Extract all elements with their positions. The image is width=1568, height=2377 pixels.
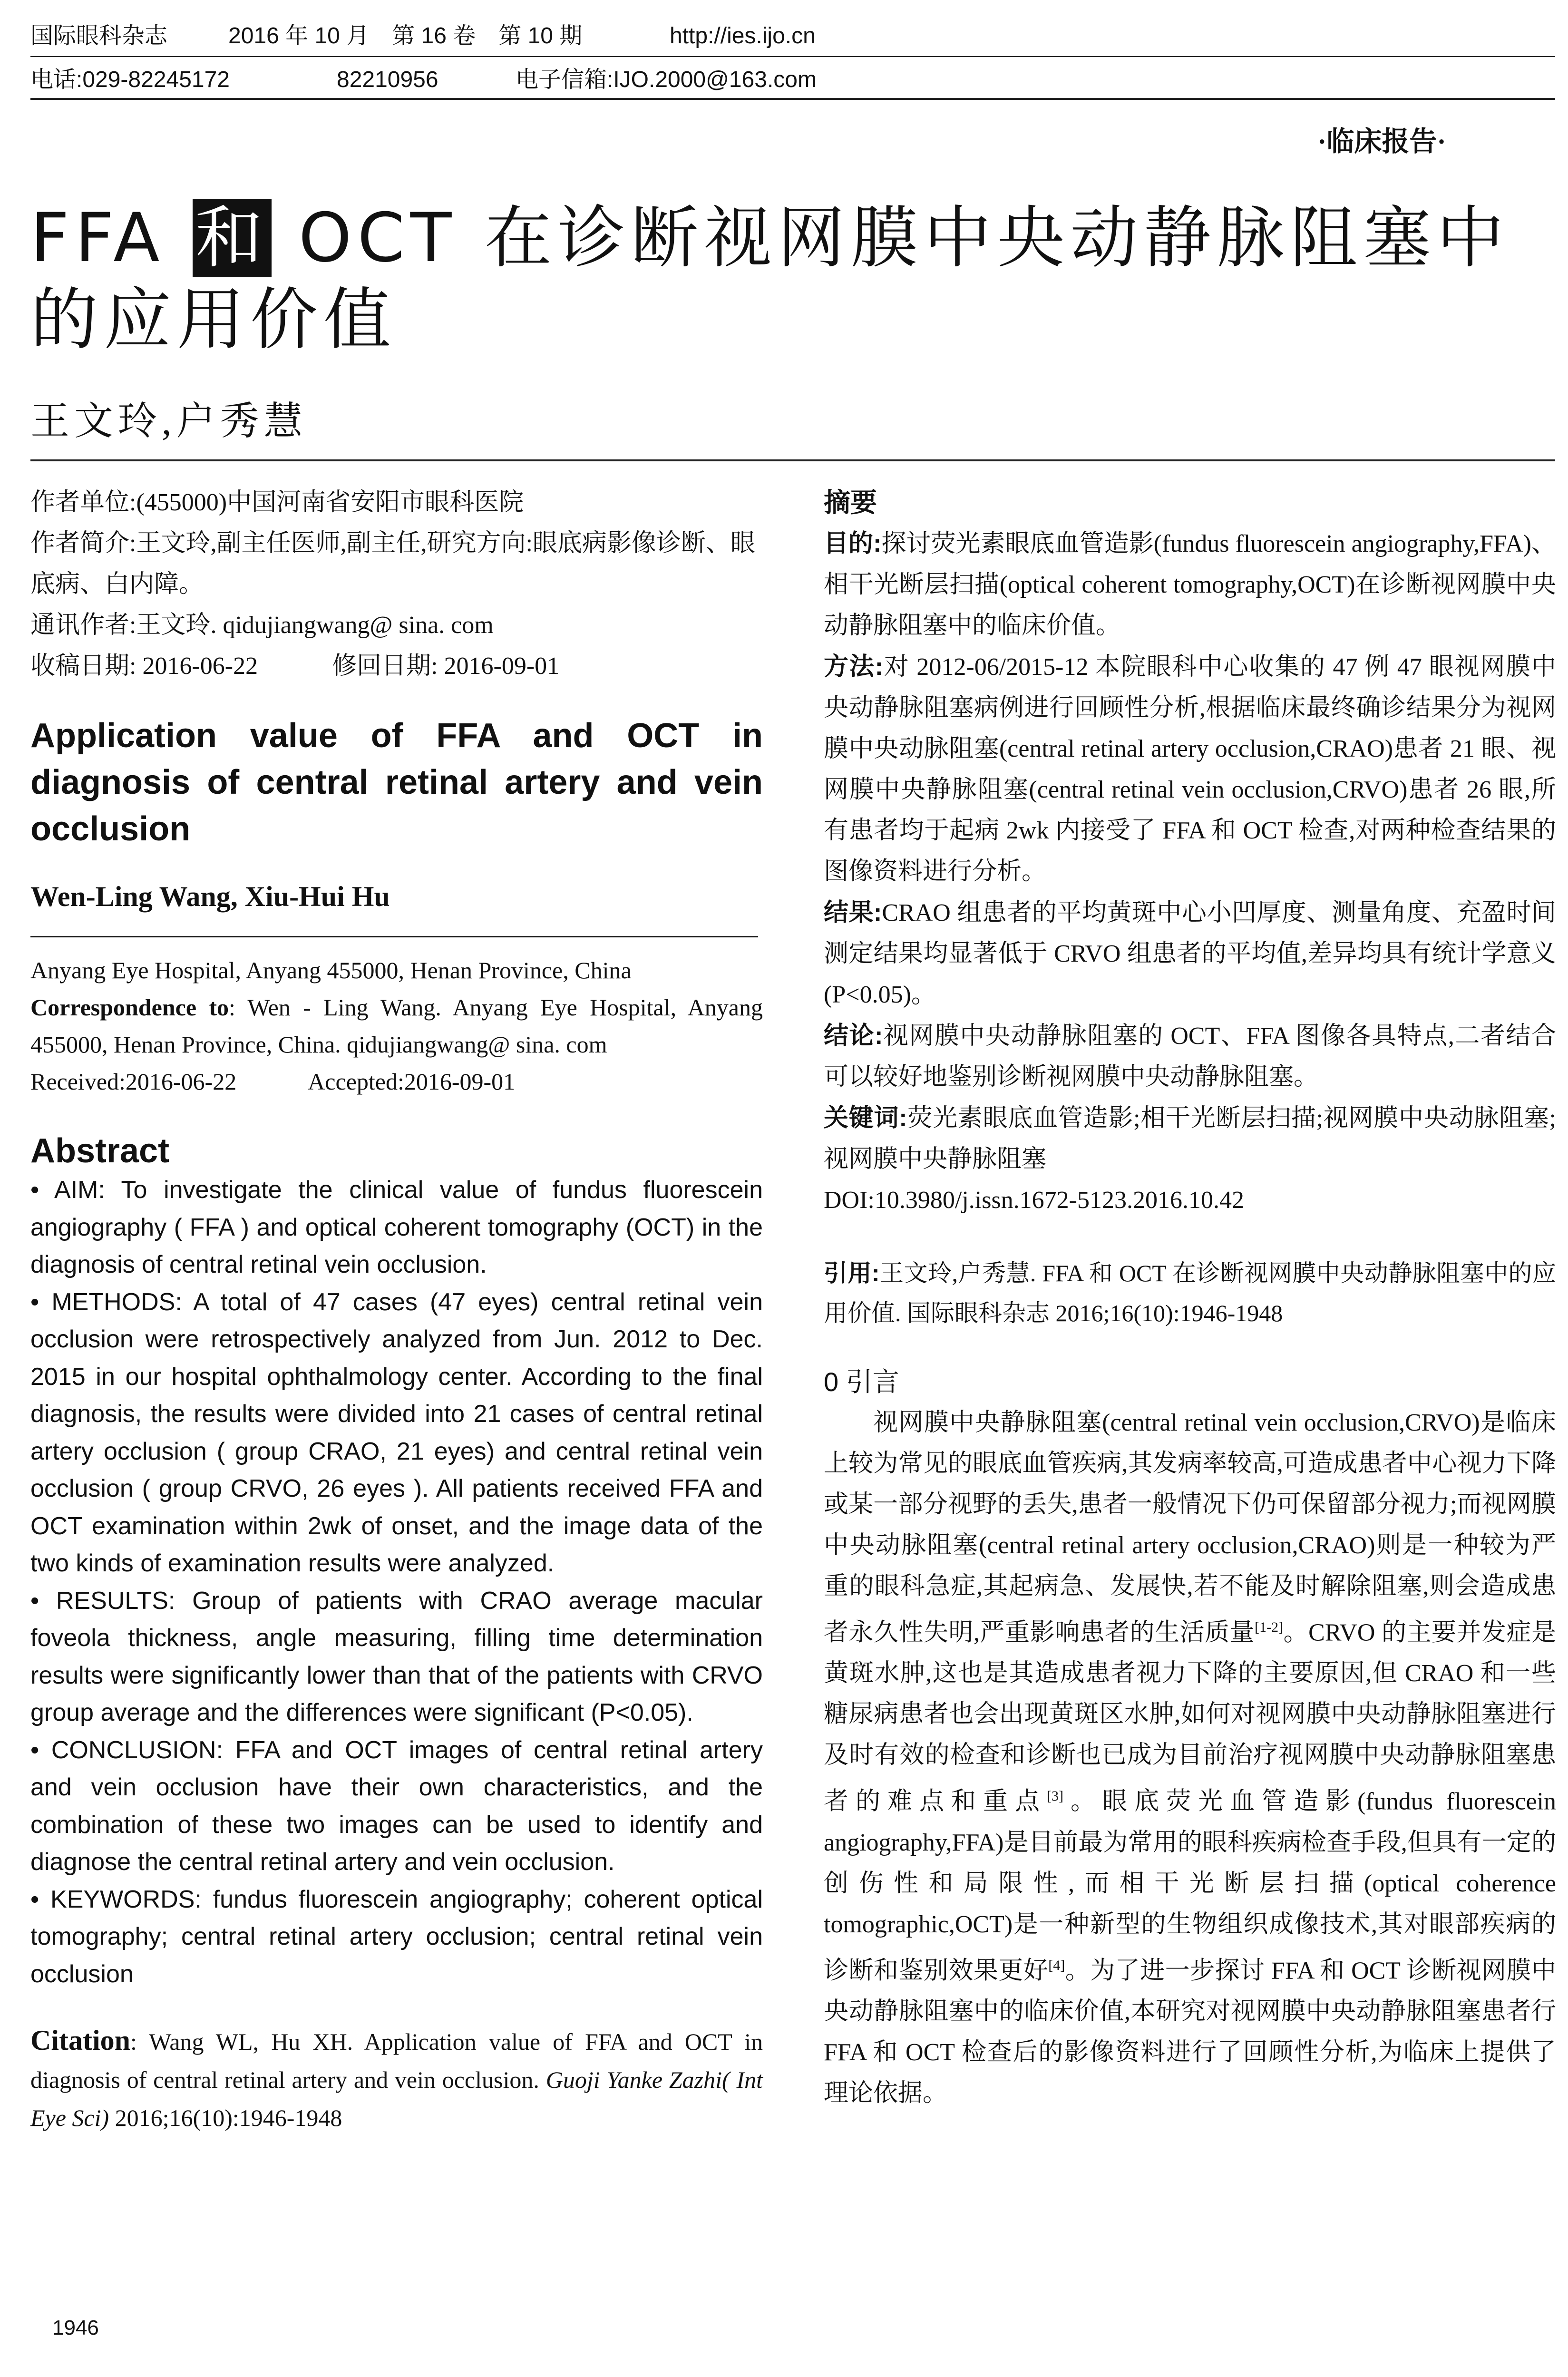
cn-keywords-text: 荧光素眼底血管造影;相干光断层扫描;视网膜中央动脉阻塞;视网膜中央静脉阻塞 (824, 1105, 1556, 1173)
doi[interactable]: DOI:10.3980/j.issn.1672-5123.2016.10.42 (824, 1187, 1244, 1214)
citation-en (30, 2021, 763, 2137)
cn-keywords-label: 关键词: (824, 1104, 907, 1132)
intro-heading: 0 引言 (824, 1367, 899, 1397)
phone-number-2: 82210956 (337, 67, 438, 92)
authors-divider (30, 936, 758, 937)
cn-results-text: CRAO 组患者的平均黄斑中心小凹厚度、测量角度、充盈时间测定结果均显著低于 CRVO 组患者的平均值,差异均具有统计学意义(P<0.05)。 (824, 899, 1556, 1008)
english-abstract (30, 1171, 763, 1993)
correspondence-label: Correspondence to (30, 994, 229, 1021)
citation-text: : Wang WL, Hu XH. Application value of FFA and OCT in diagnosis of central retinal artery and vein occlusion. (30, 2028, 763, 2093)
page-number: 1946 (52, 2316, 99, 2339)
header-divider-bottom (30, 98, 1555, 100)
cn-results (824, 892, 1556, 1015)
abstract-results: • RESULTS: Group of patients with CRAO average macular foveola thickness, angle measuring, filling time determination results were significantly lower than that of the patients with CRVO group average and the differences were significant (P<0.05). (30, 1587, 763, 1726)
received-dates: 收稿日期: 2016-06-22 修回日期: 2016-09-01 (30, 653, 560, 680)
intro-text-b: 。CRVO 的主要并发症是黄斑水肿,这也是其造成患者视力下降的主要原因,但 CRAO 和一些糖尿病患者也会出现黄斑区水肿,如何对视网膜中央动静脉阻塞进行及时有效的检查和诊断也已成为目前治疗视网膜中央动静脉阻塞患者的难点和重点 (824, 1619, 1556, 1815)
cn-aim-text: 探讨荧光素眼底血管造影(fundus fluorescein angiography,FFA)、相干光断层扫描(optical coherent tomography,OCT)在诊断视网膜中央动静脉阻塞中的临床价值。 (824, 530, 1556, 639)
correspondence-text: : Wen - Ling Wang. Anyang Eye Hospital, Anyang 455000, Henan Province, China. qidujiangwang@ sina. com (30, 994, 763, 1058)
intro-paragraph (824, 1403, 1556, 2114)
cn-results-label: 结果: (824, 899, 882, 926)
citation-tail: 2016;16(10):1946-1948 (109, 2104, 342, 2131)
section-category: ·临床报告· (1317, 126, 1446, 157)
english-authors: Wen-Ling Wang, Xiu-Hui Hu (30, 881, 390, 912)
abstract-methods: • METHODS: A total of 47 cases (47 eyes) central retinal vein occlusion were retrospectively analyzed from Jun. 2012 to Dec. 2015 in our hospital ophthalmology center. According to the final diagnosis, the results were divided into 21 cases of central retinal artery occlusion ( group CRAO, 21 eyes) and central retinal vein occlusion ( group CRVO, 26 eyes ). All patients received FFA and OCT examination within 2wk of onset, and the image data of the two kinds of examination results were analyzed. (30, 1288, 763, 1577)
abstract-keywords: • KEYWORDS: fundus fluorescein angiography; coherent optical tomography; central retinal artery occlusion; central retinal vein occlusion (30, 1885, 763, 1988)
title-part-1: FFA (30, 199, 166, 277)
authors-cn: 王文玲,户秀慧 (30, 399, 308, 443)
english-title: Application value of FFA and OCT in diagnosis of central retinal artery and vein occlusion (30, 717, 763, 848)
cn-methods-label: 方法: (824, 653, 883, 681)
issue-info: 2016 年 10 月 第 16 卷 第 10 期 (228, 23, 583, 49)
header-divider (30, 56, 1555, 57)
left-column (30, 482, 763, 2137)
abstract-conclusion: • CONCLUSION: FFA and OCT images of central retinal artery and vein occlusion have their own characteristics, and the combination of these two images can be used to identify and diagnose the central retinal artery and vein occlusion. (30, 1736, 763, 1876)
cn-aim-label: 目的: (824, 530, 882, 557)
email-address[interactable]: 电子信箱:IJO.2000@163.com (516, 67, 817, 92)
author-bio: 作者简介:王文玲,副主任医师,副主任,研究方向:眼底病影像诊断、眼底病、白内障。 (30, 530, 755, 598)
abstract-heading-cn: 摘要 (824, 487, 877, 517)
abstract-heading-en: Abstract (30, 1132, 170, 1170)
ref-3: [3] (1047, 1788, 1064, 1804)
corresponding-author: 通讯作者:王文玲. qidujiangwang@ sina. com (30, 612, 494, 639)
intro-text-c: 。眼底荧光血管造影(fundus fluorescein angiography,FFA)是目前最为常用的眼科疾病检查手段,但具有一定的创伤性和局限性,而相干光断层扫描(optical coherence tomographic,OCT)是一种新型的生物组织成像技术,其对眼部疾病的诊断和鉴别效果更好 (824, 1788, 1556, 1984)
article-title (30, 197, 1557, 361)
cn-aim (824, 523, 1556, 646)
cn-conclusion (824, 1015, 1556, 1098)
english-affiliation-block (30, 952, 763, 1100)
title-part-2: OCT 在诊断视网膜中央动静脉阻塞中的应用价值 (30, 199, 1510, 359)
cn-conclusion-text: 视网膜中央动静脉阻塞的 OCT、FFA 图像各具特点,二者结合可以较好地鉴别诊断视网膜中央动静脉阻塞。 (824, 1023, 1556, 1091)
title-divider (30, 459, 1555, 461)
affiliation: Anyang Eye Hospital, Anyang 455000, Henan Province, China (30, 957, 632, 984)
intro-text-d: 。为了进一步探讨 FFA 和 OCT 诊断视网膜中央动静脉阻塞中的临床价值,本研究对视网膜中央动静脉阻塞患者行 FFA 和 OCT 检查后的影像资料进行了回顾性分析,为临床上提供了理论依据。 (824, 1957, 1556, 2107)
citation-journal: Guoji Yanke Zazhi( Int Eye Sci) (30, 2066, 763, 2131)
ref-4: [4] (1048, 1957, 1065, 1973)
citation-label: Citation (30, 2025, 130, 2056)
ref-1-2: [1-2] (1255, 1619, 1284, 1635)
abstract-aim: • AIM: To investigate the clinical value of fundus fluorescein angiography ( FFA ) and optical coherent tomography (OCT) in the diagnosis of central retinal vein occlusion. (30, 1176, 763, 1278)
author-unit: 作者单位:(455000)中国河南省安阳市眼科医院 (30, 489, 524, 516)
cn-citation (824, 1253, 1556, 1333)
intro-text-a: 视网膜中央静脉阻塞(central retinal vein occlusion,CRVO)是临床上较为常见的眼底血管疾病,其发病率较高,可造成患者中心视力下降或某一部分视野的丢失,患者一般情况下仍可保留部分视力;而视网膜中央动脉阻塞(central retinal artery occlusion,CRAO)则是一种较为严重的眼科急症,其起病急、发展快,若不能及时解除阻塞,则会造成患者永久性失明,严重影响患者的生活质量 (824, 1409, 1556, 1646)
correspondence (30, 989, 763, 1063)
journal-name: 国际眼科杂志 (30, 23, 168, 49)
right-column (824, 482, 1556, 2114)
journal-url[interactable]: http://ies.ijo.cn (670, 23, 816, 49)
cn-methods-text: 对 2012-06/2015-12 本院眼科中心收集的 47 例 47 眼视网膜中央动静脉阻塞病例进行回顾性分析,根据临床最终确诊结果分为视网膜中央动脉阻塞(central retinal artery occlusion,CRAO)患者 21 眼、视网膜中央静脉阻塞(central retinal vein occlusion,CRVO)患者 26 眼,所有患者均于起病 2wk 内接受了 FFA 和 OCT 检查,对两种检查结果的图像资料进行分析。 (824, 653, 1556, 885)
cn-citation-label: 引用: (824, 1260, 880, 1286)
cn-conclusion-label: 结论: (824, 1022, 883, 1050)
cn-keywords (824, 1098, 1556, 1180)
cn-methods (824, 646, 1556, 892)
cn-citation-text: 王文玲,户秀慧. FFA 和 OCT 在诊断视网膜中央动静脉阻塞中的应用价值. 国际眼科杂志 2016;16(10):1946-1948 (824, 1260, 1556, 1326)
received-accepted: Received:2016-06-22 Accepted:2016-09-01 (30, 1068, 516, 1095)
phone-number: 电话:029-82245172 (30, 67, 230, 92)
title-highlight: 和 (193, 199, 272, 277)
